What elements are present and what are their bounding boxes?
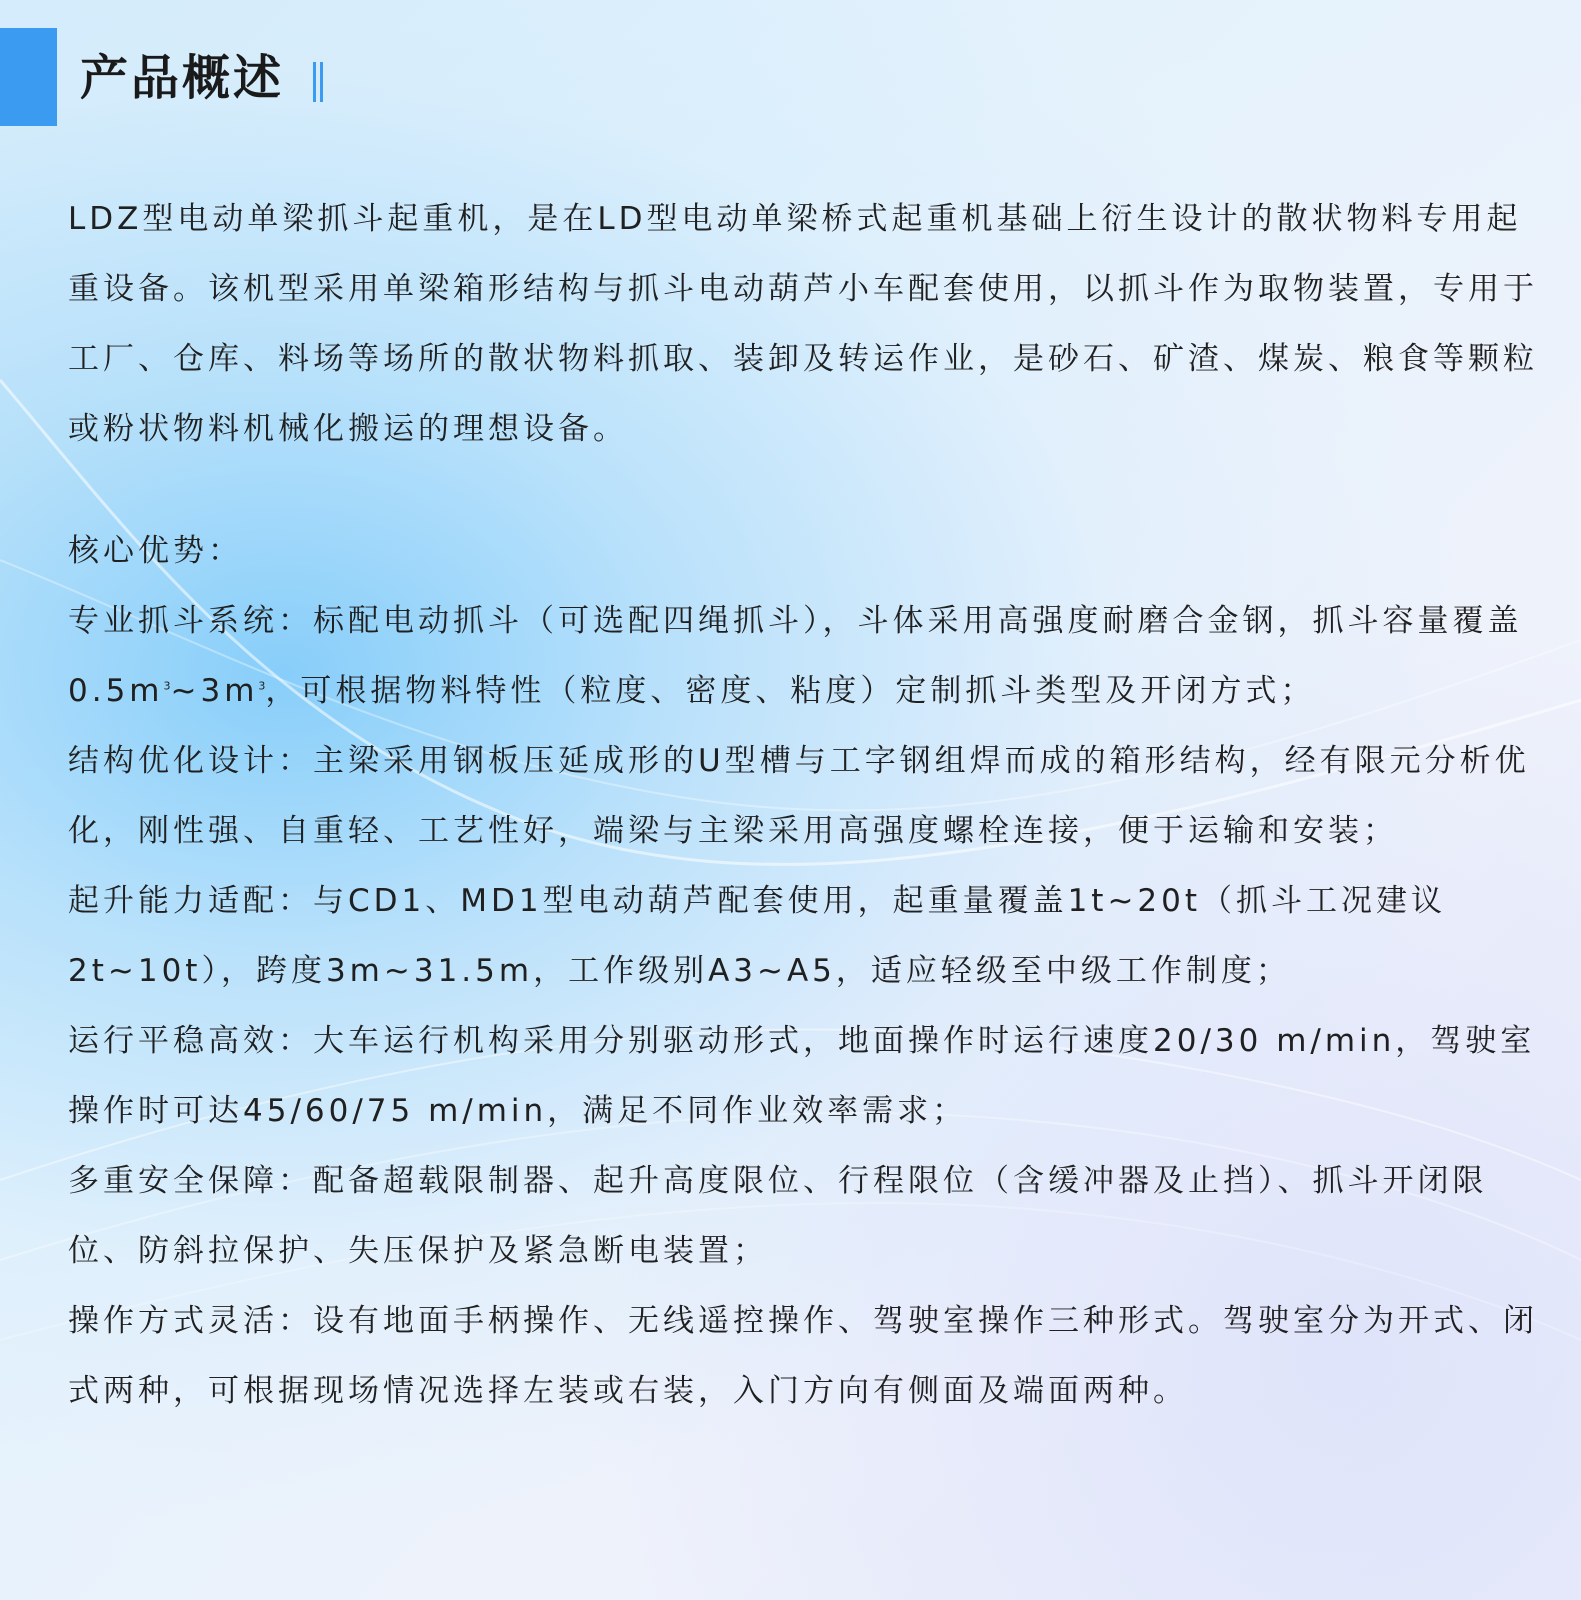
section-title-bar: [0, 28, 360, 128]
core-advantages-heading: 核心优势：: [68, 533, 243, 569]
title-double-bar-icon: [313, 62, 325, 102]
advantage-safety: 多重安全保障：配备超载限制器、起升高度限位、行程限位（含缓冲器及止挡）、抓斗开闭限位、防斜拉保护、失压保护及紧急断电装置；: [68, 1163, 1488, 1269]
advantage-structure: 结构优化设计：主梁采用钢板压延成形的U型槽与工字钢组焊而成的箱形结构，经有限元分析优化，刚性强、自重轻、工艺性好，端梁与主梁采用高强度螺栓连接，便于运输和安装；: [68, 743, 1530, 849]
advantage-grab-system: [68, 586, 1538, 726]
intro-paragraph: LDZ型电动单梁抓斗起重机，是在LD型电动单梁桥式起重机基础上衍生设计的散状物料专用起重设备。该机型采用单梁箱形结构与抓斗电动葫芦小车配套使用，以抓斗作为取物装置，专用于工厂、仓库、料场等场所的散状物料抓取、装卸及转运作业，是砂石、矿渣、煤炭、粮食等颗粒或粉状物料机械化搬运的理想设备。: [68, 201, 1538, 447]
advantage-operation: 操作方式灵活：设有地面手柄操作、无线遥控操作、驾驶室操作三种形式。驾驶室分为开式、闭式两种，可根据现场情况选择左装或右装，入门方向有侧面及端面两种。: [68, 1303, 1538, 1409]
page-title: 产品概述: [80, 50, 285, 106]
paragraph-gap: [68, 464, 1538, 516]
cubic-superscript: 3: [163, 679, 171, 693]
product-overview-content: [68, 184, 1538, 1426]
cubic-superscript: 3: [258, 679, 266, 693]
advantage-running: 运行平稳高效：大车运行机构采用分别驱动形式，地面操作时运行速度20/30 m/min，驾驶室操作时可达45/60/75 m/min，满足不同作业效率需求；: [68, 1023, 1536, 1129]
advantage-grab-text-prefix: 专业抓斗系统：标配电动抓斗（可选配四绳抓斗），斗体采用高强度耐磨合金钢，抓斗容量覆盖0.5m: [68, 603, 1523, 709]
advantage-grab-text-suffix: ，可根据物料特性（粒度、密度、粘度）定制抓斗类型及开闭方式；: [265, 673, 1316, 709]
advantage-lifting: 起升能力适配：与CD1、MD1型电动葫芦配套使用，起重量覆盖1t~20t（抓斗工况建议2t~10t），跨度3m~31.5m，工作级别A3~A5，适应轻级至中级工作制度；: [68, 883, 1447, 989]
advantage-grab-text-mid: ~3m: [170, 673, 259, 709]
title-accent-block: [0, 28, 57, 126]
